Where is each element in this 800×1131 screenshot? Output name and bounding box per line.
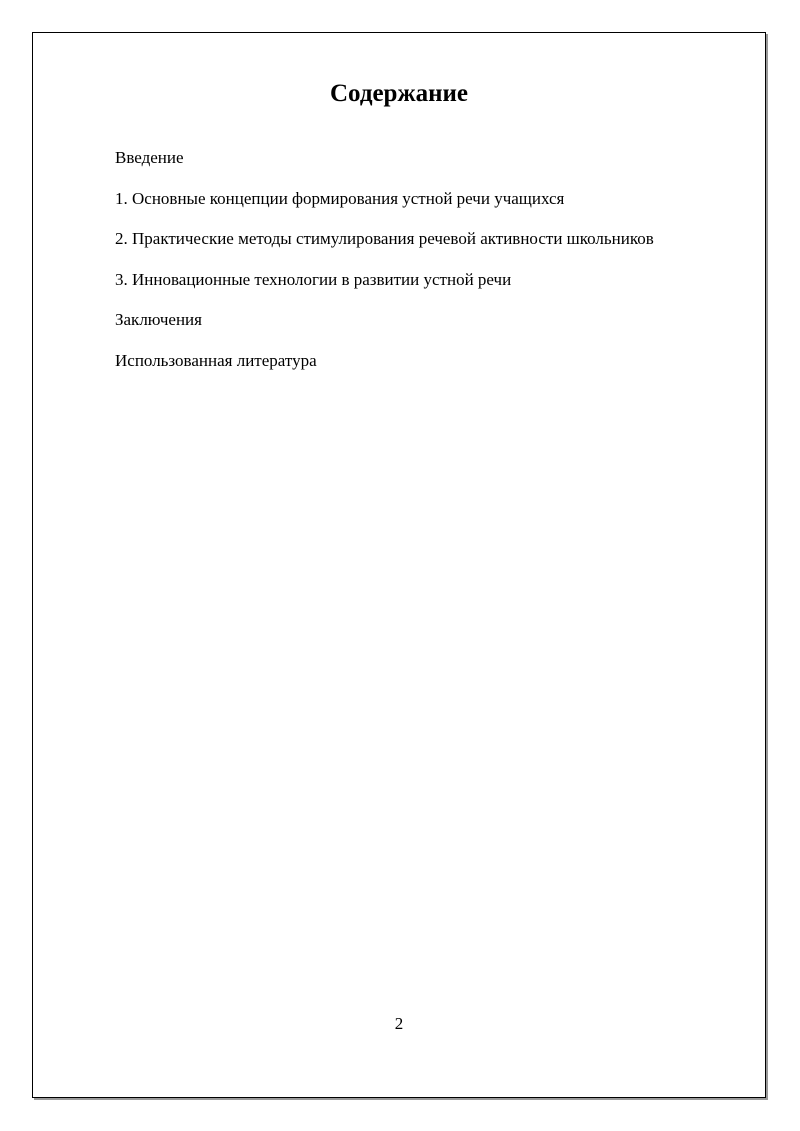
table-of-contents — [115, 147, 654, 390]
toc-item-chapter-1: 1. Основные концепции формирования устной речи учащихся — [115, 188, 565, 208]
toc-item-chapter-2: 2. Практические методы стимулирования речевой активности школьников — [115, 229, 654, 248]
page-title: Содержание — [329, 80, 468, 107]
toc-item-conclusion: Заключения — [115, 310, 202, 329]
page-number: 2 — [394, 1014, 404, 1033]
toc-item-introduction: Введение — [115, 148, 184, 167]
toc-item-chapter-3: 3. Инновационные технологии в развитии устной речи — [115, 269, 512, 289]
document-page — [32, 32, 766, 1098]
toc-item-references: Использованная литература — [115, 350, 317, 370]
